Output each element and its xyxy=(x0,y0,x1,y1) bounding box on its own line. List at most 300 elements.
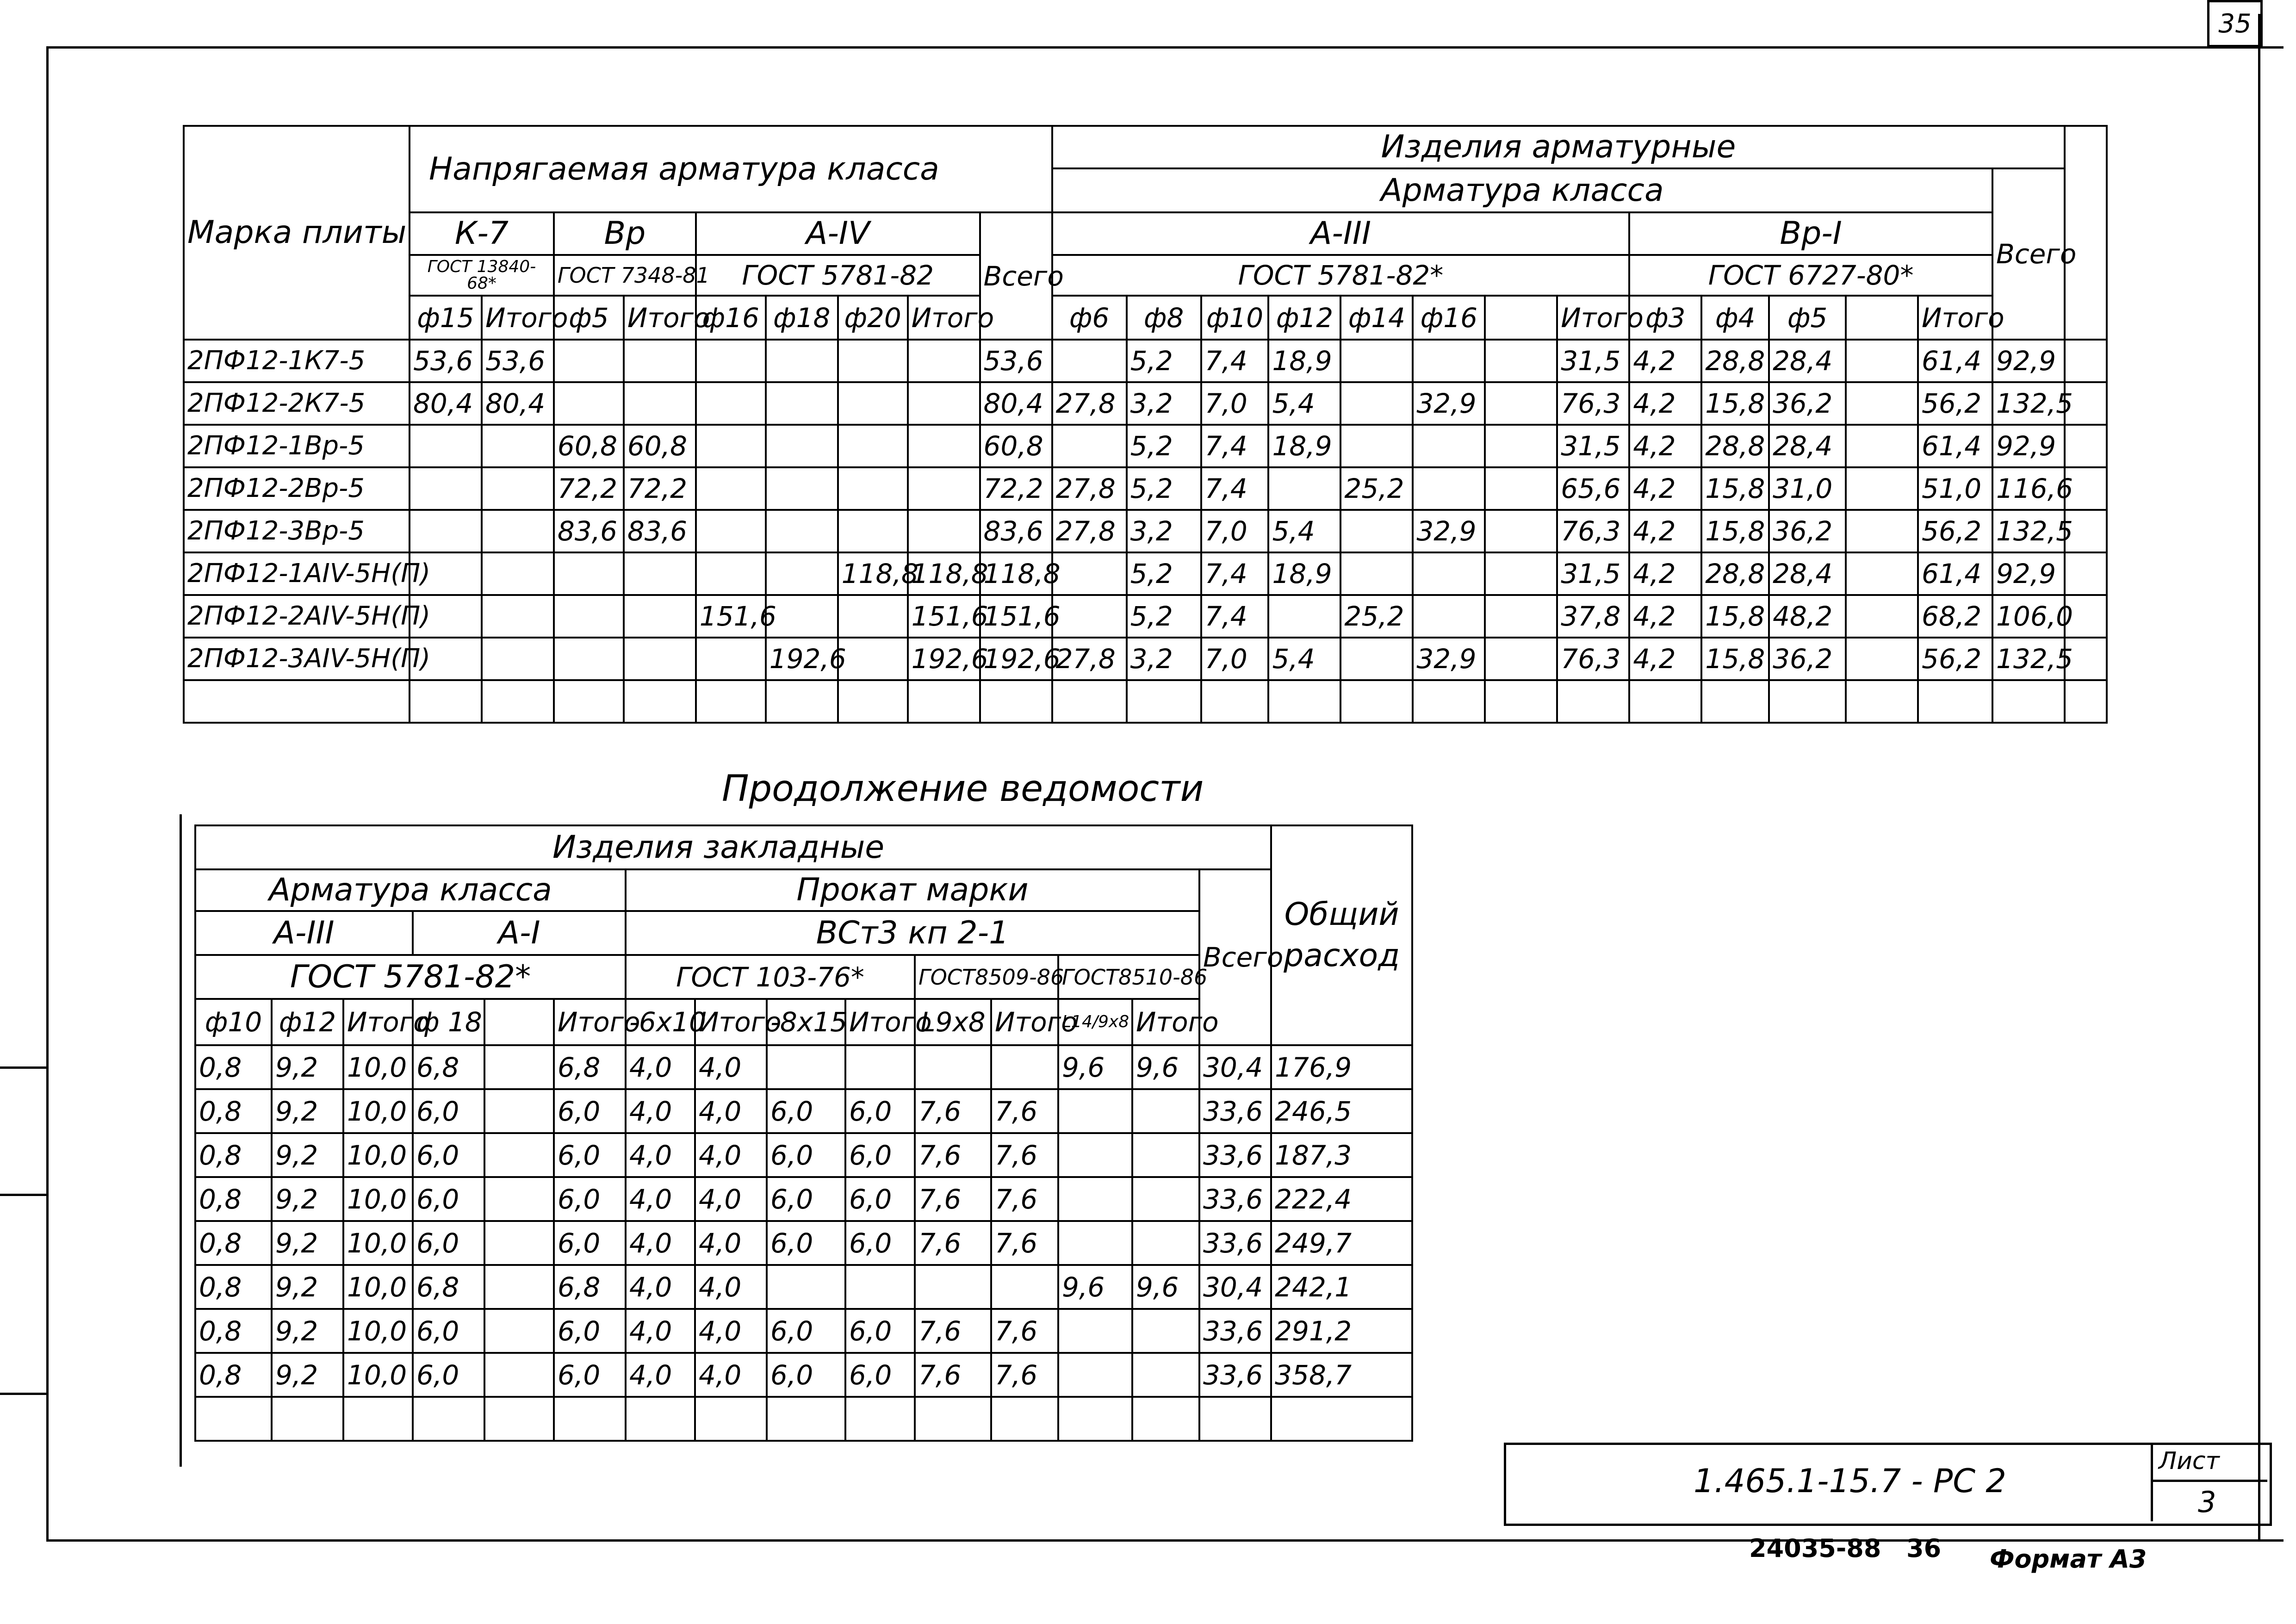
value-cell xyxy=(1340,638,1413,680)
value-cell xyxy=(484,1309,554,1353)
table-row xyxy=(184,425,2107,467)
value-cell xyxy=(908,425,980,467)
value-cell xyxy=(413,1397,484,1441)
value-cell: 60,8 xyxy=(554,425,624,467)
value-cell xyxy=(410,680,482,723)
value-cell xyxy=(838,595,908,638)
value-cell: 28,4 xyxy=(1769,340,1846,382)
value-cell: 4,0 xyxy=(626,1045,695,1089)
value-cell xyxy=(696,552,766,595)
value-cell: 6,0 xyxy=(845,1133,915,1177)
value-cell xyxy=(624,595,696,638)
value-cell xyxy=(1132,1353,1199,1397)
value-cell: 83,6 xyxy=(980,510,1052,552)
value-cell: 6,8 xyxy=(554,1045,626,1089)
value-cell xyxy=(696,638,766,680)
overall-cell: 242,1 xyxy=(1271,1265,1412,1309)
value-cell: 6,0 xyxy=(413,1177,484,1221)
value-cell: 80,4 xyxy=(410,382,482,425)
value-cell: 7,6 xyxy=(991,1221,1058,1265)
col-header: ф15 xyxy=(410,296,482,340)
value-cell: 4,2 xyxy=(1629,467,1701,510)
value-cell: 92,9 xyxy=(1992,340,2065,382)
value-cell: 7,6 xyxy=(915,1133,991,1177)
value-cell: 7,6 xyxy=(915,1177,991,1221)
value-cell xyxy=(766,510,838,552)
plate-mark-cell: 2ПФ12-2АIV-5Н(П) xyxy=(184,595,410,638)
header-mark: Марка плиты xyxy=(184,126,410,340)
value-cell: 5,4 xyxy=(1268,638,1340,680)
value-cell xyxy=(1052,425,1127,467)
value-cell: 6,0 xyxy=(767,1089,845,1133)
value-cell xyxy=(1846,595,1918,638)
value-cell xyxy=(1485,382,1557,425)
bottom-header-row-2 xyxy=(195,869,1412,911)
value-cell: 5,4 xyxy=(1268,510,1340,552)
value-cell xyxy=(767,1265,845,1309)
value-cell: 28,4 xyxy=(1769,552,1846,595)
value-cell: 27,8 xyxy=(1052,467,1127,510)
overall-cell: 187,3 xyxy=(1271,1133,1412,1177)
value-cell: 68,2 xyxy=(1918,595,1992,638)
document-code: 1.465.1-15.7 - РС 2 xyxy=(1694,1462,2006,1500)
value-cell xyxy=(482,680,554,723)
table-row xyxy=(184,340,2107,382)
value-cell: 7,4 xyxy=(1201,425,1269,467)
value-cell: 6,0 xyxy=(767,1353,845,1397)
value-cell: 6,0 xyxy=(554,1177,626,1221)
value-cell: 4,0 xyxy=(695,1265,767,1309)
value-cell xyxy=(272,1397,343,1441)
value-cell: 6,0 xyxy=(767,1133,845,1177)
header-total-embedded: Всего xyxy=(1199,869,1271,1045)
value-cell xyxy=(696,340,766,382)
value-cell: 30,4 xyxy=(1199,1045,1271,1089)
value-cell xyxy=(1201,680,1269,723)
value-cell xyxy=(915,1397,991,1441)
value-cell: 72,2 xyxy=(980,467,1052,510)
value-cell: 9,2 xyxy=(272,1353,343,1397)
header-rebar-class: Арматура класса xyxy=(1052,168,1992,212)
col-header: Итого xyxy=(1557,296,1629,340)
value-cell: 25,2 xyxy=(1340,595,1413,638)
margin-tick xyxy=(0,1393,46,1395)
value-cell: 4,2 xyxy=(1629,552,1701,595)
value-cell: 4,0 xyxy=(695,1177,767,1221)
value-cell: 10,0 xyxy=(343,1221,413,1265)
col-header: Итого xyxy=(482,296,554,340)
value-cell: 192,6 xyxy=(980,638,1052,680)
value-cell: 151,6 xyxy=(908,595,980,638)
value-cell: 83,6 xyxy=(554,510,624,552)
stamp-divider xyxy=(2151,1443,2153,1521)
value-cell: 6,8 xyxy=(413,1265,484,1309)
header-a4-std: ГОСТ 5781-82 xyxy=(696,255,980,296)
value-cell xyxy=(554,552,624,595)
value-cell: 48,2 xyxy=(1769,595,1846,638)
top-header-row-4 xyxy=(184,255,2107,296)
value-cell: 92,9 xyxy=(1992,552,2065,595)
table-row xyxy=(184,638,2107,680)
value-cell xyxy=(484,1397,554,1441)
col-header: Итого xyxy=(554,999,626,1045)
value-cell: 7,6 xyxy=(991,1177,1058,1221)
plate-mark-cell: 2ПФ12-2К7-5 xyxy=(184,382,410,425)
value-cell xyxy=(695,1397,767,1441)
value-cell: 33,6 xyxy=(1199,1221,1271,1265)
value-cell xyxy=(1846,680,1918,723)
value-cell xyxy=(484,1265,554,1309)
header-a-std: ГОСТ 5781-82* xyxy=(195,955,626,999)
value-cell: 151,6 xyxy=(980,595,1052,638)
col-header: Итого xyxy=(695,999,767,1045)
plate-mark-cell: 2ПФ12-3АIV-5Н(П) xyxy=(184,638,410,680)
col-header: ф3 xyxy=(1629,296,1701,340)
margin-tick xyxy=(0,1066,46,1069)
value-cell: 7,0 xyxy=(1201,382,1269,425)
margin-tick xyxy=(0,1194,46,1196)
value-cell: 80,4 xyxy=(482,382,554,425)
value-cell xyxy=(624,552,696,595)
top-header-row-1 xyxy=(184,126,2107,168)
value-cell: 6,0 xyxy=(554,1221,626,1265)
overall-cell: 222,4 xyxy=(1271,1177,1412,1221)
value-cell xyxy=(1413,340,1485,382)
value-cell xyxy=(410,425,482,467)
value-cell: 53,6 xyxy=(410,340,482,382)
value-cell xyxy=(1413,680,1485,723)
value-cell: 72,2 xyxy=(554,467,624,510)
value-cell: 6,0 xyxy=(767,1309,845,1353)
value-cell: 4,0 xyxy=(626,1089,695,1133)
value-cell xyxy=(482,425,554,467)
value-cell: 6,0 xyxy=(554,1089,626,1133)
value-cell: 0,8 xyxy=(195,1265,272,1309)
col-header: -6х10 xyxy=(626,999,695,1045)
header-rebar-class-2: Арматура класса xyxy=(195,869,626,911)
value-cell xyxy=(484,1133,554,1177)
col-header: ф4 xyxy=(1701,296,1769,340)
value-cell: 6,8 xyxy=(413,1045,484,1089)
value-cell: 4,0 xyxy=(626,1133,695,1177)
table-row xyxy=(195,1265,1412,1309)
spare-column xyxy=(2065,126,2107,340)
value-cell: 80,4 xyxy=(980,382,1052,425)
value-cell: 0,8 xyxy=(195,1045,272,1089)
value-cell xyxy=(915,1265,991,1309)
value-cell xyxy=(1058,1221,1132,1265)
value-cell: 6,0 xyxy=(413,1133,484,1177)
value-cell xyxy=(696,510,766,552)
value-cell: 4,0 xyxy=(626,1353,695,1397)
value-cell xyxy=(766,680,838,723)
value-cell: 6,0 xyxy=(845,1221,915,1265)
value-cell: 192,6 xyxy=(766,638,838,680)
value-cell xyxy=(838,340,908,382)
embedded-items-table xyxy=(194,824,1413,1442)
value-cell xyxy=(1485,340,1557,382)
spare-cell xyxy=(2065,425,2107,467)
value-cell xyxy=(1340,510,1413,552)
value-cell: 92,9 xyxy=(1992,425,2065,467)
value-cell: 10,0 xyxy=(343,1309,413,1353)
table-row xyxy=(184,552,2107,595)
value-cell xyxy=(1485,638,1557,680)
value-cell: 9,2 xyxy=(272,1221,343,1265)
value-cell: 7,6 xyxy=(991,1133,1058,1177)
value-cell xyxy=(767,1045,845,1089)
plate-mark-cell: 2ПФ12-1Вр-5 xyxy=(184,425,410,467)
header-vr: Вр xyxy=(554,212,696,255)
col-header: Итого xyxy=(1918,296,1992,340)
value-cell xyxy=(484,1221,554,1265)
value-cell: 7,6 xyxy=(915,1309,991,1353)
header-gost8509: ГОСТ8509-86 xyxy=(915,955,1058,999)
value-cell: 53,6 xyxy=(482,340,554,382)
value-cell: 4,0 xyxy=(626,1177,695,1221)
value-cell xyxy=(915,1045,991,1089)
value-cell: 37,8 xyxy=(1557,595,1629,638)
overall-cell: 358,7 xyxy=(1271,1353,1412,1397)
col-header: Итого xyxy=(908,296,980,340)
col-header: Итого xyxy=(845,999,915,1045)
value-cell: 28,8 xyxy=(1701,552,1769,595)
value-cell xyxy=(908,680,980,723)
value-cell: 7,0 xyxy=(1201,510,1269,552)
bottom-header-row-1 xyxy=(195,825,1412,869)
value-cell: 15,8 xyxy=(1701,467,1769,510)
table-row xyxy=(184,382,2107,425)
value-cell xyxy=(1127,680,1201,723)
plate-mark-cell xyxy=(184,680,410,723)
value-cell: 10,0 xyxy=(343,1045,413,1089)
value-cell: 4,2 xyxy=(1629,510,1701,552)
value-cell: 30,4 xyxy=(1199,1265,1271,1309)
value-cell: 5,2 xyxy=(1127,552,1201,595)
value-cell: 4,0 xyxy=(695,1309,767,1353)
table-row xyxy=(184,595,2107,638)
value-cell xyxy=(1413,595,1485,638)
value-cell: 4,2 xyxy=(1629,425,1701,467)
value-cell xyxy=(1485,510,1557,552)
value-cell: 6,0 xyxy=(767,1177,845,1221)
overall-cell: 176,9 xyxy=(1271,1045,1412,1089)
value-cell: 10,0 xyxy=(343,1089,413,1133)
value-cell: 32,9 xyxy=(1413,510,1485,552)
value-cell: 4,2 xyxy=(1629,340,1701,382)
overall-cell: 249,7 xyxy=(1271,1221,1412,1265)
footer-page: 36 xyxy=(1906,1534,1942,1563)
bottom-table-left-rule xyxy=(180,814,182,1467)
col-header: Итого xyxy=(343,999,413,1045)
value-cell: 151,6 xyxy=(696,595,766,638)
col-header: L9х8 xyxy=(915,999,991,1045)
value-cell: 4,0 xyxy=(626,1221,695,1265)
value-cell: 31,5 xyxy=(1557,425,1629,467)
value-cell xyxy=(1485,680,1557,723)
value-cell xyxy=(482,552,554,595)
header-embedded: Изделия закладные xyxy=(195,825,1271,869)
header-total-prestressed: Всего xyxy=(980,212,1052,340)
value-cell: 18,9 xyxy=(1268,425,1340,467)
value-cell xyxy=(554,382,624,425)
value-cell xyxy=(484,1177,554,1221)
value-cell: 15,8 xyxy=(1701,595,1769,638)
value-cell xyxy=(991,1045,1058,1089)
value-cell xyxy=(1052,595,1127,638)
plate-mark-cell: 2ПФ12-1АIV-5Н(П) xyxy=(184,552,410,595)
value-cell: 0,8 xyxy=(195,1177,272,1221)
value-cell xyxy=(845,1265,915,1309)
value-cell xyxy=(838,425,908,467)
col-header: ф5 xyxy=(554,296,624,340)
value-cell: 4,2 xyxy=(1629,638,1701,680)
col-header: ф 18 xyxy=(413,999,484,1045)
value-cell: 36,2 xyxy=(1769,382,1846,425)
header-bp1: Вр-I xyxy=(1629,212,1992,255)
spare-cell xyxy=(2065,680,2107,723)
value-cell: 56,2 xyxy=(1918,382,1992,425)
value-cell xyxy=(845,1045,915,1089)
value-cell: 4,0 xyxy=(695,1045,767,1089)
table-row xyxy=(195,1221,1412,1265)
value-cell: 32,9 xyxy=(1413,638,1485,680)
value-cell xyxy=(766,340,838,382)
value-cell: 36,2 xyxy=(1769,638,1846,680)
top-header-row-3 xyxy=(184,212,2107,255)
value-cell: 6,0 xyxy=(554,1309,626,1353)
value-cell xyxy=(838,382,908,425)
value-cell xyxy=(1846,467,1918,510)
value-cell xyxy=(624,680,696,723)
header-a3-2: А-III xyxy=(195,911,413,955)
value-cell xyxy=(1058,1133,1132,1177)
value-cell xyxy=(1485,552,1557,595)
value-cell: 132,5 xyxy=(1992,638,2065,680)
value-cell: 5,2 xyxy=(1127,340,1201,382)
value-cell xyxy=(484,1045,554,1089)
value-cell: 61,4 xyxy=(1918,425,1992,467)
value-cell: 7,6 xyxy=(991,1089,1058,1133)
value-cell xyxy=(1052,552,1127,595)
value-cell xyxy=(1340,425,1413,467)
value-cell xyxy=(1701,680,1769,723)
value-cell: 7,6 xyxy=(991,1309,1058,1353)
value-cell: 15,8 xyxy=(1701,510,1769,552)
value-cell: 9,6 xyxy=(1132,1265,1199,1309)
value-cell: 76,3 xyxy=(1557,382,1629,425)
header-a3-std: ГОСТ 5781-82* xyxy=(1052,255,1630,296)
col-header: ф16 xyxy=(696,296,766,340)
header-gost8510: ГОСТ8510-86 xyxy=(1058,955,1199,999)
value-cell xyxy=(1340,382,1413,425)
value-cell: 6,0 xyxy=(413,1309,484,1353)
value-cell xyxy=(1413,467,1485,510)
value-cell: 31,0 xyxy=(1769,467,1846,510)
header-a1: А-I xyxy=(413,911,626,955)
value-cell: 15,8 xyxy=(1701,382,1769,425)
value-cell: 7,6 xyxy=(915,1353,991,1397)
value-cell xyxy=(1132,1309,1199,1353)
table-row xyxy=(184,680,2107,723)
header-steel-grade: ВСт3 кп 2-1 xyxy=(626,911,1199,955)
value-cell xyxy=(838,638,908,680)
header-gost103: ГОСТ 103-76* xyxy=(626,955,915,999)
header-vr-std: ГОСТ 7348-81 xyxy=(554,255,696,296)
value-cell xyxy=(1485,425,1557,467)
value-cell xyxy=(1846,510,1918,552)
header-a3: А-III xyxy=(1052,212,1630,255)
value-cell: 7,4 xyxy=(1201,595,1269,638)
value-cell: 6,0 xyxy=(413,1221,484,1265)
value-cell xyxy=(1132,1221,1199,1265)
value-cell: 7,4 xyxy=(1201,340,1269,382)
value-cell xyxy=(1132,1089,1199,1133)
value-cell: 6,0 xyxy=(413,1353,484,1397)
table-row xyxy=(195,1309,1412,1353)
value-cell xyxy=(1918,680,1992,723)
value-cell: 9,2 xyxy=(272,1177,343,1221)
value-cell xyxy=(554,638,624,680)
value-cell: 10,0 xyxy=(343,1265,413,1309)
value-cell: 9,6 xyxy=(1058,1045,1132,1089)
value-cell: 56,2 xyxy=(1918,510,1992,552)
top-header-diameters xyxy=(184,296,2107,340)
value-cell: 76,3 xyxy=(1557,638,1629,680)
value-cell: 4,0 xyxy=(626,1265,695,1309)
value-cell xyxy=(766,595,838,638)
col-header: ф8 xyxy=(1127,296,1201,340)
value-cell xyxy=(980,680,1052,723)
value-cell xyxy=(1485,467,1557,510)
value-cell xyxy=(991,1265,1058,1309)
value-cell: 5,2 xyxy=(1127,425,1201,467)
value-cell xyxy=(554,595,624,638)
table-row xyxy=(184,467,2107,510)
value-cell xyxy=(1268,680,1340,723)
value-cell xyxy=(766,382,838,425)
value-cell: 116,6 xyxy=(1992,467,2065,510)
col-header-empty xyxy=(1485,296,1557,340)
col-header: ф12 xyxy=(1268,296,1340,340)
value-cell: 18,9 xyxy=(1268,552,1340,595)
value-cell xyxy=(908,467,980,510)
value-cell xyxy=(1846,382,1918,425)
spare-cell xyxy=(2065,340,2107,382)
value-cell xyxy=(1052,340,1127,382)
header-k7: К-7 xyxy=(410,212,554,255)
value-cell xyxy=(1340,340,1413,382)
col-header: ф20 xyxy=(838,296,908,340)
value-cell xyxy=(1846,638,1918,680)
value-cell xyxy=(766,425,838,467)
header-total-products: Всего xyxy=(1992,168,2065,340)
value-cell xyxy=(838,467,908,510)
value-cell xyxy=(1058,1177,1132,1221)
value-cell xyxy=(482,510,554,552)
col-header: ф10 xyxy=(1201,296,1269,340)
value-cell: 4,0 xyxy=(695,1221,767,1265)
sheet-number: 35 xyxy=(2207,0,2263,47)
value-cell: 0,8 xyxy=(195,1309,272,1353)
value-cell: 9,6 xyxy=(1132,1045,1199,1089)
overall-cell xyxy=(1271,1397,1412,1441)
value-cell xyxy=(696,680,766,723)
value-cell: 6,0 xyxy=(845,1353,915,1397)
value-cell xyxy=(554,340,624,382)
value-cell xyxy=(1268,595,1340,638)
value-cell: 15,8 xyxy=(1701,638,1769,680)
